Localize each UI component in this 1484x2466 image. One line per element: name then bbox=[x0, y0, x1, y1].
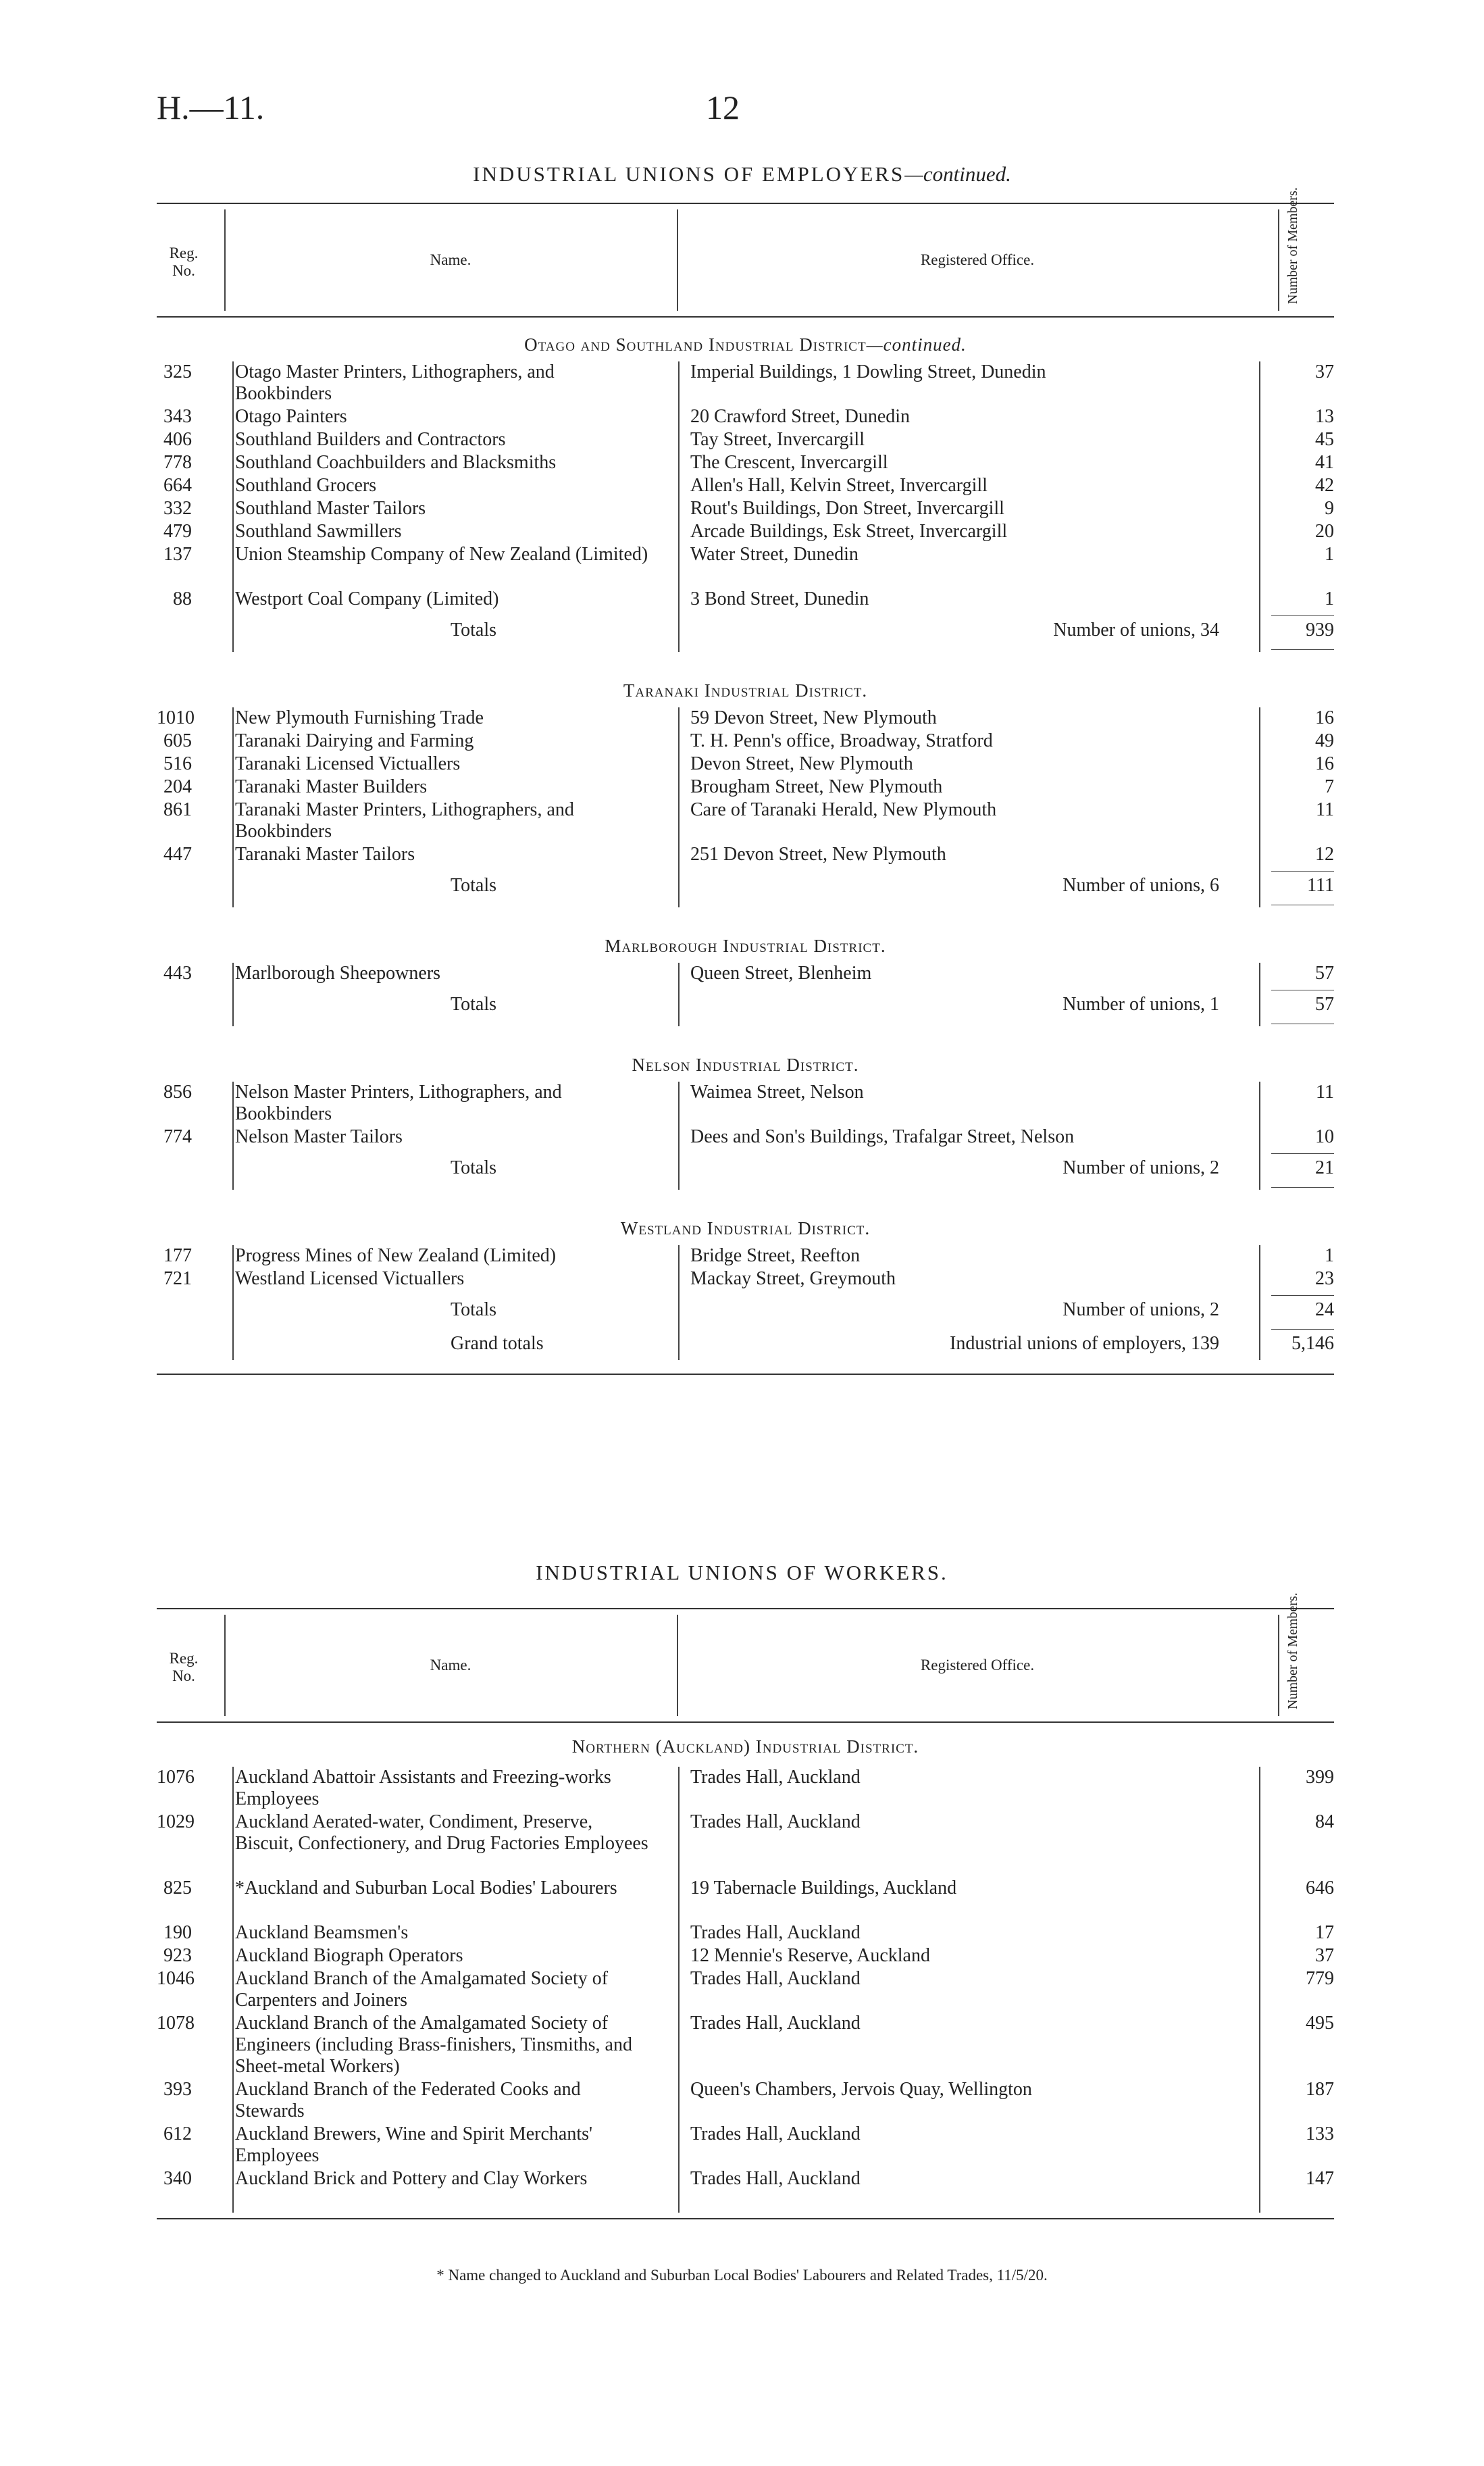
column-divider bbox=[1259, 986, 1260, 1026]
district-title-text: Marlborough Industrial District. bbox=[605, 936, 886, 956]
district-title-suffix: —continued. bbox=[866, 334, 967, 355]
column-divider bbox=[232, 361, 234, 611]
union-count: Number of unions, 1 bbox=[1063, 994, 1219, 1015]
totals-label: Totals bbox=[451, 1299, 497, 1320]
reg-number: 1076 bbox=[157, 1767, 195, 1788]
reg-number: 1029 bbox=[157, 1811, 195, 1832]
registered-office: Tay Street, Invercargill bbox=[690, 429, 865, 450]
district-title bbox=[157, 334, 1334, 355]
totals-label: Totals bbox=[451, 994, 497, 1015]
grand-union-count: Industrial unions of employers, 139 bbox=[950, 1333, 1219, 1354]
reg-number: 343 bbox=[163, 406, 192, 427]
reg-number: 923 bbox=[163, 1945, 192, 1966]
column-divider bbox=[1259, 1149, 1260, 1190]
member-count: 20 bbox=[1315, 521, 1334, 542]
total-members: 111 bbox=[1307, 875, 1334, 896]
reg-number: 1046 bbox=[157, 1968, 195, 1989]
reg-number: 825 bbox=[163, 1878, 192, 1898]
column-divider bbox=[678, 963, 680, 986]
member-count: 1 bbox=[1325, 1245, 1334, 1266]
registered-office: Dees and Son's Buildings, Trafalgar Street, Nelson bbox=[690, 1126, 1075, 1147]
grand-totals-label: Grand totals bbox=[451, 1333, 544, 1354]
employers-title-suffix: —continued. bbox=[904, 162, 1011, 186]
reg-number: 856 bbox=[163, 1082, 192, 1103]
reg-number: 479 bbox=[163, 521, 192, 542]
member-count: 10 bbox=[1315, 1126, 1334, 1147]
column-divider bbox=[1259, 611, 1260, 652]
column-divider bbox=[232, 867, 234, 907]
reg-number: 605 bbox=[163, 730, 192, 751]
col-header-name: Name. bbox=[430, 251, 471, 268]
column-divider bbox=[1259, 1767, 1260, 2213]
district-title-text: Nelson Industrial District. bbox=[632, 1055, 859, 1075]
column-divider bbox=[1259, 1082, 1260, 1149]
district-title-text: Taranaki Industrial District. bbox=[623, 680, 868, 701]
union-count: Number of unions, 2 bbox=[1063, 1299, 1219, 1320]
member-count: 187 bbox=[1306, 2079, 1334, 2100]
registered-office: Queen's Chambers, Jervois Quay, Wellington bbox=[690, 2079, 1032, 2100]
column-divider bbox=[1278, 1615, 1279, 1716]
member-count: 7 bbox=[1325, 776, 1334, 797]
column-divider bbox=[232, 1326, 234, 1360]
registered-office: Arcade Buildings, Esk Street, Invercargill bbox=[690, 521, 1008, 542]
col-header-office: Registered Office. bbox=[920, 1657, 1035, 1674]
column-divider bbox=[1259, 361, 1260, 611]
workers-section-title: INDUSTRIAL UNIONS OF WORKERS. bbox=[536, 1561, 948, 1584]
registered-office: Trades Hall, Auckland bbox=[690, 2168, 861, 2189]
union-name: Union Steamship Company of New Zealand (Limited) bbox=[235, 544, 648, 565]
union-name: Taranaki Master Tailors bbox=[235, 844, 415, 865]
district-title: Northern (Auckland) Industrial District. bbox=[571, 1736, 919, 1757]
reg-number: 177 bbox=[163, 1245, 192, 1266]
column-divider bbox=[678, 361, 680, 611]
total-rule bbox=[1271, 1295, 1334, 1296]
reg-number: 612 bbox=[163, 2123, 192, 2144]
col-header-members: Number of Members. bbox=[1285, 1592, 1300, 1709]
registered-office: 20 Crawford Street, Dunedin bbox=[690, 406, 911, 427]
union-name: Westland Licensed Victuallers bbox=[235, 1268, 465, 1289]
totals-label: Totals bbox=[451, 875, 497, 896]
reg-number: 332 bbox=[163, 498, 192, 519]
total-rule bbox=[1271, 1187, 1334, 1188]
table-header-rule bbox=[157, 316, 1334, 318]
member-count: 13 bbox=[1315, 406, 1334, 427]
column-divider bbox=[1259, 1326, 1260, 1360]
col-header-reg: Reg. No. bbox=[169, 245, 199, 279]
registered-office: Trades Hall, Auckland bbox=[690, 1968, 861, 1989]
registered-office: 59 Devon Street, New Plymouth bbox=[690, 707, 937, 728]
member-count: 11 bbox=[1316, 1082, 1334, 1103]
column-divider bbox=[1259, 1245, 1260, 1291]
member-count: 37 bbox=[1315, 1945, 1334, 1966]
union-name: Auckland Brick and Pottery and Clay Workers bbox=[235, 2168, 588, 2189]
member-count: 147 bbox=[1306, 2168, 1334, 2189]
col-header-name: Name. bbox=[430, 1657, 471, 1674]
union-name: Nelson Master Printers, Lithographers, and Bookbinders bbox=[235, 1082, 562, 1124]
reg-number: 190 bbox=[163, 1922, 192, 1943]
column-divider bbox=[678, 1291, 680, 1332]
reg-number: 325 bbox=[163, 361, 192, 382]
union-name: New Plymouth Furnishing Trade bbox=[235, 707, 484, 728]
column-divider bbox=[678, 1767, 680, 2213]
union-name: Nelson Master Tailors bbox=[235, 1126, 403, 1147]
registered-office: Water Street, Dunedin bbox=[690, 544, 859, 565]
total-members: 939 bbox=[1306, 620, 1334, 640]
column-divider bbox=[678, 707, 680, 867]
total-members: 57 bbox=[1315, 994, 1334, 1015]
column-divider bbox=[678, 1326, 680, 1360]
workers-table bbox=[157, 1592, 1334, 2263]
column-divider bbox=[1259, 1291, 1260, 1332]
registered-office: Mackay Street, Greymouth bbox=[690, 1268, 896, 1289]
reg-number: 861 bbox=[163, 799, 192, 820]
column-divider bbox=[678, 1082, 680, 1149]
reg-number: 88 bbox=[173, 588, 192, 609]
member-count: 84 bbox=[1315, 1811, 1334, 1832]
table-top-rule bbox=[157, 1608, 1334, 1609]
footnote: * Name changed to Auckland and Suburban Local Bodies' Labourers and Related Trades, 11/5/20. bbox=[436, 2267, 1048, 2284]
union-name: Southland Master Tailors bbox=[235, 498, 426, 519]
member-count: 16 bbox=[1315, 753, 1334, 774]
registered-office: Trades Hall, Auckland bbox=[690, 2123, 861, 2144]
total-members: 24 bbox=[1315, 1299, 1334, 1320]
reg-number: 1078 bbox=[157, 2013, 195, 2034]
employers-section-title bbox=[0, 162, 1484, 186]
column-divider bbox=[232, 1245, 234, 1291]
table-bottom-rule bbox=[157, 1374, 1334, 1375]
member-count: 45 bbox=[1315, 429, 1334, 450]
employers-title-text: INDUSTRIAL UNIONS OF EMPLOYERS bbox=[473, 162, 905, 186]
member-count: 1 bbox=[1325, 544, 1334, 565]
col-header-office: Registered Office. bbox=[920, 251, 1035, 268]
union-name: Taranaki Dairying and Farming bbox=[235, 730, 474, 751]
column-divider bbox=[678, 1149, 680, 1190]
union-name: Auckland Abattoir Assistants and Freezing-works Employees bbox=[235, 1767, 611, 1809]
column-divider bbox=[232, 1082, 234, 1149]
union-name: Southland Sawmillers bbox=[235, 521, 402, 542]
district-title-text: Otago and Southland Industrial District bbox=[524, 334, 867, 355]
table-header-rule bbox=[157, 1721, 1334, 1723]
union-name: Taranaki Licensed Victuallers bbox=[235, 753, 461, 774]
union-name: Southland Coachbuilders and Blacksmiths bbox=[235, 452, 557, 473]
reg-number: 664 bbox=[163, 475, 192, 496]
union-count: Number of unions, 2 bbox=[1063, 1157, 1219, 1178]
table-bottom-rule bbox=[157, 2218, 1334, 2219]
registered-office: Bridge Street, Reefton bbox=[690, 1245, 861, 1266]
member-count: 9 bbox=[1325, 498, 1334, 519]
member-count: 41 bbox=[1315, 452, 1334, 473]
column-divider bbox=[232, 707, 234, 867]
grand-total-members: 5,146 bbox=[1291, 1333, 1334, 1354]
column-divider bbox=[232, 1767, 234, 2213]
totals-label: Totals bbox=[451, 1157, 497, 1178]
employers-table bbox=[157, 187, 1334, 1507]
reg-number: 340 bbox=[163, 2168, 192, 2189]
member-count: 49 bbox=[1315, 730, 1334, 751]
registered-office: The Crescent, Invercargill bbox=[690, 452, 888, 473]
member-count: 779 bbox=[1306, 1968, 1334, 1989]
member-count: 12 bbox=[1315, 844, 1334, 865]
totals-label: Totals bbox=[451, 620, 497, 640]
member-count: 495 bbox=[1306, 2013, 1334, 2034]
column-divider bbox=[678, 867, 680, 907]
member-count: 42 bbox=[1315, 475, 1334, 496]
total-rule bbox=[1271, 615, 1334, 616]
union-name: Auckland Biograph Operators bbox=[235, 1945, 463, 1966]
reg-number: 778 bbox=[163, 452, 192, 473]
union-name: Southland Grocers bbox=[235, 475, 377, 496]
union-name: Marlborough Sheepowners bbox=[235, 963, 441, 984]
union-name: Taranaki Master Builders bbox=[235, 776, 428, 797]
total-members: 21 bbox=[1315, 1157, 1334, 1178]
column-divider bbox=[232, 1291, 234, 1332]
registered-office: 12 Mennie's Reserve, Auckland bbox=[690, 1945, 930, 1966]
reg-number: 204 bbox=[163, 776, 192, 797]
reg-number: 721 bbox=[163, 1268, 192, 1289]
registered-office: Trades Hall, Auckland bbox=[690, 2013, 861, 2034]
total-rule bbox=[1271, 1153, 1334, 1154]
member-count: 23 bbox=[1315, 1268, 1334, 1289]
district-title bbox=[157, 936, 1334, 957]
union-name: Auckland Aerated-water, Condiment, Preserve, Biscuit, Confectionery, and Drug Factories Employees bbox=[235, 1811, 648, 1854]
reg-number: 443 bbox=[163, 963, 192, 984]
member-count: 1 bbox=[1325, 588, 1334, 609]
registered-office: Trades Hall, Auckland bbox=[690, 1922, 861, 1943]
column-divider bbox=[678, 1245, 680, 1291]
union-name: Taranaki Master Printers, Lithographers, and Bookbinders bbox=[235, 799, 574, 842]
column-divider bbox=[232, 1149, 234, 1190]
column-divider bbox=[1259, 707, 1260, 867]
column-divider bbox=[678, 611, 680, 652]
registered-office: Waimea Street, Nelson bbox=[690, 1082, 864, 1103]
union-count: Number of unions, 34 bbox=[1053, 620, 1219, 640]
member-count: 133 bbox=[1306, 2123, 1334, 2144]
district-title bbox=[157, 1218, 1334, 1239]
union-name: Southland Builders and Contractors bbox=[235, 429, 506, 450]
page-number: 12 bbox=[706, 89, 740, 126]
column-divider bbox=[232, 986, 234, 1026]
registered-office: Trades Hall, Auckland bbox=[690, 1767, 861, 1788]
total-rule bbox=[1271, 871, 1334, 872]
column-divider bbox=[232, 611, 234, 652]
union-name: Otago Master Printers, Lithographers, and Bookbinders bbox=[235, 361, 555, 404]
registered-office: Trades Hall, Auckland bbox=[690, 1811, 861, 1832]
reg-number: 137 bbox=[163, 544, 192, 565]
column-divider bbox=[232, 963, 234, 986]
column-divider bbox=[678, 986, 680, 1026]
district-title bbox=[157, 680, 1334, 701]
reg-number: 516 bbox=[163, 753, 192, 774]
column-divider bbox=[1278, 209, 1279, 311]
reg-number: 1010 bbox=[157, 707, 195, 728]
union-name: Progress Mines of New Zealand (Limited) bbox=[235, 1245, 557, 1266]
member-count: 11 bbox=[1316, 799, 1334, 820]
union-name: Auckland Beamsmen's bbox=[235, 1922, 409, 1943]
member-count: 37 bbox=[1315, 361, 1334, 382]
table-top-rule bbox=[157, 203, 1334, 204]
column-divider bbox=[1259, 963, 1260, 986]
union-name: Westport Coal Company (Limited) bbox=[235, 588, 499, 609]
reg-number: 406 bbox=[163, 429, 192, 450]
union-name: Otago Painters bbox=[235, 406, 347, 427]
registered-office: 3 Bond Street, Dunedin bbox=[690, 588, 869, 609]
union-name: Auckland Branch of the Amalgamated Society of Engineers (including Brass-finishers, Tinsmiths, and Sheet-metal Workers) bbox=[235, 2013, 632, 2077]
column-divider bbox=[1259, 867, 1260, 907]
reg-number: 393 bbox=[163, 2079, 192, 2100]
document-reference: H.—11. bbox=[157, 89, 265, 126]
total-rule bbox=[1271, 1329, 1334, 1330]
registered-office: Rout's Buildings, Don Street, Invercargill bbox=[690, 498, 1004, 519]
union-name: *Auckland and Suburban Local Bodies' Labourers bbox=[235, 1878, 617, 1898]
union-name: Auckland Branch of the Amalgamated Society of Carpenters and Joiners bbox=[235, 1968, 609, 2011]
member-count: 399 bbox=[1306, 1767, 1334, 1788]
registered-office: Queen Street, Blenheim bbox=[690, 963, 872, 984]
registered-office: Devon Street, New Plymouth bbox=[690, 753, 913, 774]
district-title bbox=[157, 1055, 1334, 1076]
member-count: 16 bbox=[1315, 707, 1334, 728]
district-title-text: Westland Industrial District. bbox=[620, 1218, 871, 1238]
member-count: 17 bbox=[1315, 1922, 1334, 1943]
reg-number: 774 bbox=[163, 1126, 192, 1147]
total-rule bbox=[1271, 649, 1334, 650]
registered-office: Imperial Buildings, 1 Dowling Street, Dunedin bbox=[690, 361, 1046, 382]
col-header-members: Number of Members. bbox=[1285, 187, 1300, 304]
registered-office: 251 Devon Street, New Plymouth bbox=[690, 844, 946, 865]
registered-office: T. H. Penn's office, Broadway, Stratford bbox=[690, 730, 993, 751]
reg-number: 447 bbox=[163, 844, 192, 865]
member-count: 57 bbox=[1315, 963, 1334, 984]
col-header-reg: Reg. No. bbox=[169, 1650, 199, 1684]
union-name: Auckland Brewers, Wine and Spirit Merchants' Employees bbox=[235, 2123, 593, 2166]
union-count: Number of unions, 6 bbox=[1063, 875, 1219, 896]
registered-office: Care of Taranaki Herald, New Plymouth bbox=[690, 799, 997, 820]
union-name: Auckland Branch of the Federated Cooks and Stewards bbox=[235, 2079, 581, 2121]
member-count: 646 bbox=[1306, 1878, 1334, 1898]
registered-office: 19 Tabernacle Buildings, Auckland bbox=[690, 1878, 957, 1898]
registered-office: Allen's Hall, Kelvin Street, Invercargill bbox=[690, 475, 988, 496]
registered-office: Brougham Street, New Plymouth bbox=[690, 776, 943, 797]
